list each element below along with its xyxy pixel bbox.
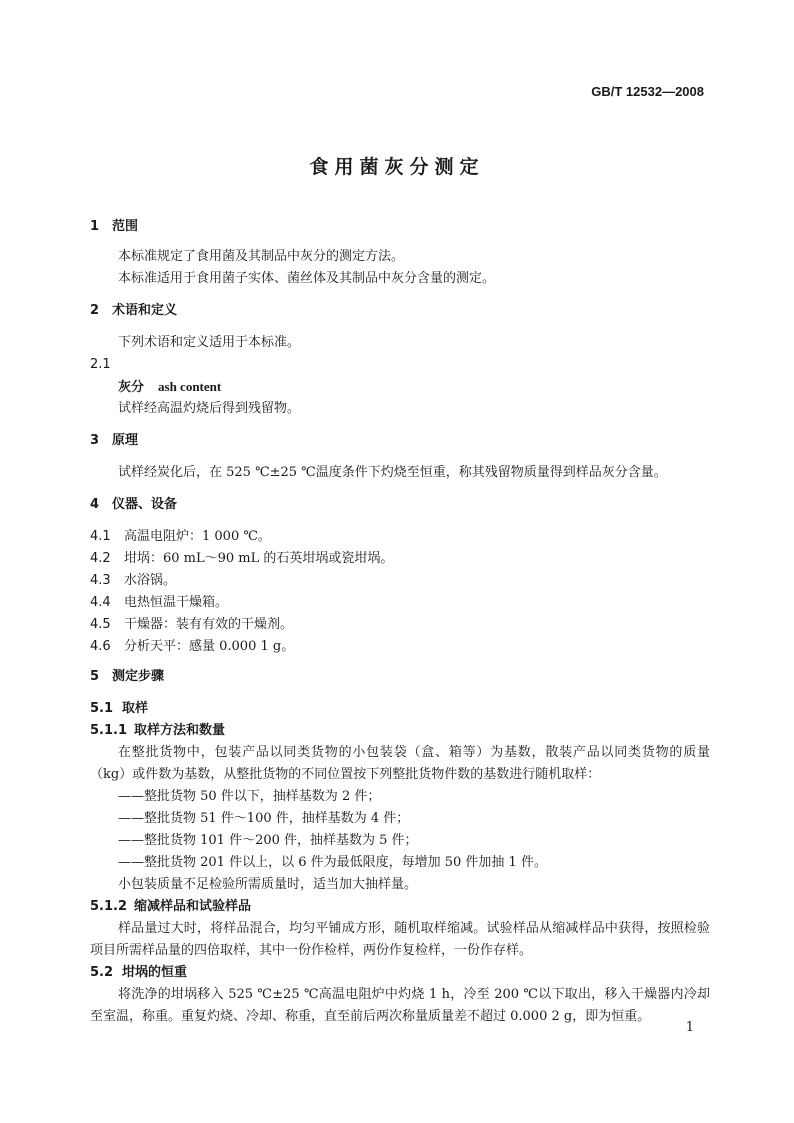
section-heading-2: 2 术语和定义 (90, 303, 178, 318)
section-heading-5: 5 测定步骤 (90, 669, 165, 684)
list-item: 4.1 高温电阻炉：1 000 ℃。 (90, 529, 271, 544)
subsection-heading: 5.1 取样 (90, 701, 149, 716)
section-heading-3: 3 原理 (90, 433, 139, 448)
section-heading-1: 1 范围 (90, 219, 139, 234)
paragraph: 小包装质量不足检验所需质量时，适当加大抽样量。 (118, 877, 418, 892)
paragraph: 试样经炭化后，在 525 ℃±25 ℃温度条件下灼烧至恒重，称其残留物质量得到样品灰分含量。 (118, 465, 667, 480)
list-item: 4.5 干燥器：装有有效的干燥剂。 (90, 617, 294, 632)
list-item: ——整批货物 50 件以下，抽样基数为 2 件； (118, 789, 381, 804)
standard-code: GB/T 12532—2008 (591, 84, 704, 99)
page-number: 1 (685, 1020, 694, 1035)
term-definition: 试样经高温灼烧后得到残留物。 (118, 401, 301, 416)
paragraph: 下列术语和定义适用于本标准。 (118, 335, 301, 350)
subsection-heading: 5.1.2 缩减样品和试验样品 (90, 899, 252, 914)
document-title: 食用菌灰分测定 (309, 156, 485, 178)
paragraph: 本标准规定了食用菌及其制品中灰分的测定方法。 (118, 249, 405, 264)
list-item: ——整批货物 51 件～100 件，抽样基数为 4 件； (118, 811, 410, 826)
paragraph: 样品量过大时，将样品混合，均匀平铺成方形，随机取样缩减。试验样品从缩减样品中获得，按照检验项目所需样品量的四倍取样，其中一份作检样，两份作复检样，一份作存样。 (90, 921, 710, 958)
paragraph: 将洗净的坩埚移入 525 ℃±25 ℃高温电阻炉中灼烧 1 h，冷至 200 ℃以下取出，移入干燥器内冷却至室温，称重。重复灼烧、冷却、称重，直至前后两次称量质量差不超过 0.000 2 g，即为恒重。 (90, 987, 710, 1024)
list-item: ——整批货物 101 件～200 件，抽样基数为 5 件； (118, 833, 418, 848)
section-heading-4: 4 仪器、设备 (90, 497, 178, 512)
term-number: 2.1 (90, 357, 111, 372)
subsection-heading: 5.1.1 取样方法和数量 (90, 723, 226, 738)
subsection-heading: 5.2 坩埚的恒重 (90, 965, 188, 980)
list-item: ——整批货物 201 件以上，以 6 件为最低限度，每增加 50 件加抽 1 件。 (118, 855, 547, 870)
list-item: 4.3 水浴锅。 (90, 573, 177, 588)
paragraph: 在整批货物中，包装产品以同类货物的小包装袋（盒、箱等）为基数，散装产品以同类货物的质量（kg）或件数为基数，从整批货物的不同位置按下列整批货物件数的基数进行随机取样： (90, 745, 710, 782)
list-item: 4.4 电热恒温干燥箱。 (90, 595, 229, 610)
paragraph: 本标准适用于食用菌子实体、菌丝体及其制品中灰分含量的测定。 (118, 271, 496, 286)
term-entry: 灰分 ash content (118, 379, 222, 395)
list-item: 4.6 分析天平：感量 0.000 1 g。 (90, 639, 295, 654)
list-item: 4.2 坩埚：60 mL～90 mL 的石英坩埚或瓷坩埚。 (90, 551, 394, 566)
